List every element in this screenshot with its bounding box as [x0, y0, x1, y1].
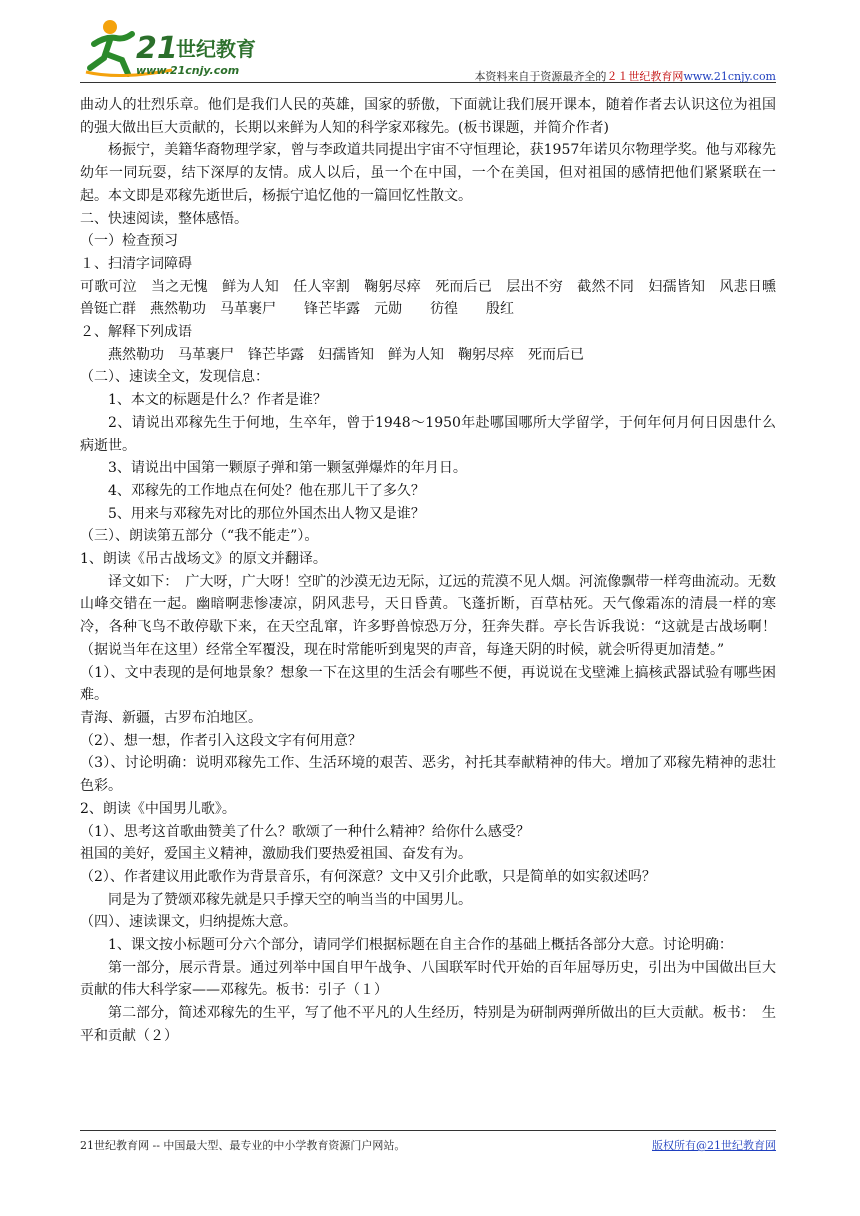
question: （1）、文中表现的是何地景象？想象一下在这里的生活会有哪些不便，再说说在戈壁滩上搞核武器试验有哪些困难。 [80, 664, 776, 704]
page-header [80, 14, 776, 84]
site-logo [80, 14, 280, 82]
question: （2）、作者建议用此歌作为背景音乐，有何深意？文中又引介此歌，只是简单的如实叙述吗？ [80, 868, 656, 885]
subsection-heading: （二）、速读全文，发现信息： [80, 369, 269, 386]
section-heading: 二、快速阅读，整体感悟。 [80, 210, 248, 227]
item-heading: ２、解释下列成语 [80, 324, 192, 341]
header-source-note: 本资料来自于资源最齐全的２１世纪教育网www.21cnjy.com [474, 70, 776, 83]
question: （2）、想一想，作者引入这段文字有何用意？ [80, 732, 362, 749]
question: 1、本文的标题是什么？作者是谁？ [108, 392, 327, 409]
paragraph: 第一部分，展示背景。通过列举中国自甲午战争、八国联军时代开始的百年屈辱历史，引出为中国做出巨大贡献的伟大科学家——邓稼先。板书：引子（１） [80, 959, 776, 999]
answer: 青海、新疆，古罗布泊地区。 [80, 709, 262, 726]
header-rule [80, 82, 776, 83]
document-body [80, 94, 790, 1048]
item-heading: １、扫清字词障碍 [80, 255, 192, 272]
word-list: 可歌可泣 当之无愧 鲜为人知 任人宰割 鞠躬尽瘁 死而后已 层出不穷 截然不同 妇孺皆知 风悲日曛 兽铤亡群 燕然勒功 马革裹尸 锋芒毕露 元勋 彷徨 殷红 [80, 278, 790, 318]
question: （3）、讨论明确：说明邓稼先工作、生活环境的艰苦、恶劣，衬托其奉献精神的伟大。增加了邓稼先精神的悲壮色彩。 [80, 755, 776, 795]
question: 4、邓稼先的工作地点在何处？他在那儿干了多久？ [108, 482, 425, 499]
idiom-list: 燕然勒功 马革裹尸 锋芒毕露 妇孺皆知 鲜为人知 鞠躬尽瘁 死而后已 [108, 346, 584, 363]
svg-text:21: 21 [136, 31, 178, 66]
item-heading: 1、朗读《吊古战场文》的原文并翻译。 [80, 551, 327, 568]
subsection-heading: （一）检查预习 [80, 233, 178, 250]
answer: 祖国的美好，爱国主义精神，激励我们要热爱祖国、奋发有为。 [80, 846, 472, 863]
footer-text: 21世纪教育网 -- 中国最大型、最专业的中小学教育资源门户网站。 [80, 1139, 406, 1152]
subsection-heading: （四）、速读课文，归纳提炼大意。 [80, 914, 297, 931]
question: 2、请说出邓稼先生于何地，生卒年，曾于1948～1950年赴哪国哪所大学留学，于何年何月何日因患什么病逝世。 [80, 414, 776, 454]
logo-text-url: www.21cnjy.com [136, 64, 240, 77]
logo-text-cn: 世纪教育 [176, 37, 256, 61]
subsection-heading: （三）、朗读第五部分（“我不能走”）。 [80, 528, 319, 545]
header-site-name: ２１世纪教育网 [606, 70, 684, 83]
footer-copyright-link[interactable]: 版权所有@21世纪教育网 [652, 1139, 776, 1152]
paragraph: 杨振宁，美籍华裔物理学家，曾与李政道共同提出宇宙不守恒理论，获1957年诺贝尔物理学奖。他与邓稼先幼年一同玩耍，结下深厚的友情。成人以后，虽一个在中国，一个在美国，但对祖国的感情把他们紧紧联在一起。本文即是邓稼先逝世后，杨振宁追忆他的一篇回忆性散文。 [80, 142, 776, 204]
header-site-url[interactable]: www.21cnjy.com [683, 70, 776, 83]
footer-rule [80, 1130, 776, 1131]
question: 5、用来与邓稼先对比的那位外国杰出人物又是谁？ [108, 505, 425, 522]
translation-paragraph: 译文如下： 广大呀，广大呀！空旷的沙漠无边无际，辽远的荒漠不见人烟。河流像飘带一样弯曲流动。无数山峰交错在一起。幽暗啊悲惨凄凉，阴风悲号，天日昏黄。飞蓬折断，百草枯死。天气像霜冻的清晨一样的寒冷，各种飞鸟不敢停歇下来，在天空乱窜，许多野兽惊恐万分，狂奔失群。亭长告诉我说：“这就是古战场啊！（据说当年在这里）经常全军覆没，现在时常能听到鬼哭的声音，每逢天阴的时候，就会听得更加清楚。” [80, 573, 776, 658]
item-heading: 2、朗读《中国男儿歌》。 [80, 800, 236, 817]
paragraph: 1、课文按小标题可分六个部分，请同学们根据标题在自主合作的基础上概括各部分大意。讨论明确： [108, 937, 733, 954]
paragraph: 第二部分，简述邓稼先的生平，写了他不平凡的人生经历，特别是为研制两弹所做出的巨大贡献。板书： 生平和贡献（２） [80, 1005, 776, 1044]
paragraph: 曲动人的壮烈乐章。他们是我们人民的英雄，国家的骄傲，下面就让我们展开课本，随着作者去认识这位为祖国的强大做出巨大贡献的，长期以来鲜为人知的科学家邓稼先。(板书课题，并简介作者) [80, 97, 776, 136]
question: 3、请说出中国第一颗原子弹和第一颗氢弹爆炸的年月日。 [108, 460, 467, 477]
answer: 同是为了赞颂邓稼先就是只手撑天空的响当当的中国男儿。 [108, 891, 472, 908]
question: （1）、思考这首歌曲赞美了什么？歌颂了一种什么精神？给你什么感受？ [80, 823, 530, 840]
